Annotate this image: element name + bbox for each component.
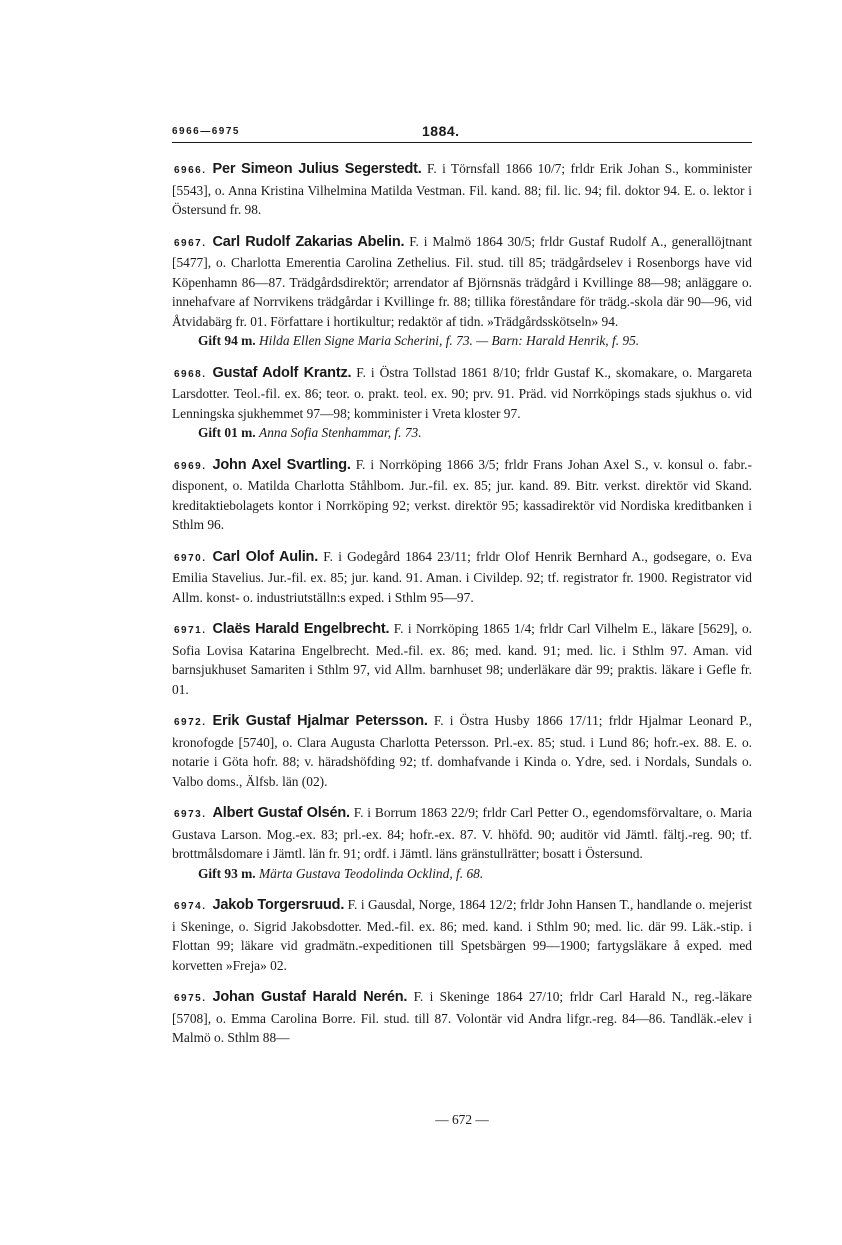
- person-name: Gustaf Adolf Krantz.: [212, 364, 352, 381]
- entry-number: 6968.: [174, 368, 207, 380]
- biography-text: F. i Törnsfall 1866 10/7; frldr Erik Johan S., komminister [5543], o. Anna Kristina Vilhelmina Matilda Vestman. Fil. kand. 88; fil. lic. 94; fil. doktor 94. E. o. lektor i Östersund fr. 98.: [172, 161, 752, 217]
- person-name: Per Simeon Julius Segerstedt.: [212, 161, 422, 177]
- biography-entry: [172, 455, 752, 535]
- entry-number: 6973.: [174, 809, 207, 820]
- marriage-details: Märta Gustava Teodolinda Ocklind, f. 68.: [259, 865, 484, 881]
- marriage-label: Gift 94 m.: [198, 333, 256, 348]
- marriage-label: Gift 01 m.: [198, 425, 256, 440]
- marriage-line: [172, 864, 752, 884]
- biography-entry: [172, 711, 752, 791]
- biography-text: F. i Borrum 1863 22/9; frldr Carl Petter O., egendomsförvaltare, o. Maria Gustava Larson. Mog.-ex. 83; prl.-ex. 84; hofr.-ex. 87. V. hhöfd. 90; auditör vid Jämtl. fältj.-reg. 90; tf. brottmålsdomare i Jämtl. län fr. 91; ordf. i Jämtl. läns gränstullrätter; bosatt i Östersund.: [172, 805, 752, 861]
- marriage-details: Anna Sofia Stenhammar, f. 73.: [259, 425, 422, 440]
- biography-entry: [172, 232, 752, 351]
- biography-entry: [172, 619, 752, 699]
- biography-entry: [172, 803, 752, 883]
- person-name: Claës Harald Engelbrecht.: [212, 621, 390, 637]
- biography-text: F. i Gausdal, Norge, 1864 12/2; frldr John Hansen T., handlande o. mejerist i Skeninge, o. Sigrid Jakobsdotter. Med.-fil. ex. 86; med. kand. i Sthlm 90; med. lic. där 99. Läk.-stip. i Flottan 99; läkare vid gradmätn.-expeditionen till Spetsbärgen 99—1900; fartygsläkare å exped. med korvetten »Freja» 02.: [172, 897, 752, 973]
- entry-number: 6969.: [174, 460, 207, 472]
- biography-text: F. i Östra Tollstad 1861 8/10; frldr Gustaf K., skomakare, o. Margareta Larsdotter. Teol.-fil. ex. 86; teor. o. prakt. teol. ex. 90; prv. 91. Präd. vid Norrköpings stads sjukhus o. vid Lenningska sjukhemmet 97—98; komminister i Vreta kloster 97.: [172, 364, 752, 421]
- person-name: Carl Olof Aulin.: [212, 548, 319, 565]
- person-name: Carl Rudolf Zakarias Abelin.: [212, 233, 405, 250]
- entry-number: 6967.: [174, 237, 207, 249]
- entry-number: 6972.: [174, 717, 207, 728]
- biography-text: F. i Malmö 1864 30/5; frldr Gustaf Rudolf A., generallöjtnant [5477], o. Charlotta Emerentia Carolina Zethelius. Fil. stud. till 85; trädgårdselev i Rosenborgs have vid Köpenhamn 86—87. Trädgårdsdirektör; arrendator af Björnsnäs trädgård i Kvillinge 88—98; anläggare o. innehafvare af Norrvikens trädgårdar i Kvillinge fr. 88; tillika föreståndare för trädg.-skola där 90—96, vid Åtvidabärg fr. 01. Författare i hortikultur; redaktör af tidn. »Trädgårdsskötseln» 94.: [172, 233, 752, 329]
- biography-text: F. i Godegård 1864 23/11; frldr Olof Henrik Bernhard A., godsegare, o. Eva Emilia Stavelius. Jur.-fil. ex. 85; jur. kand. 91. Aman. i Civildep. 92; tf. registrator fr. 1900. Registrator vid Allm. konst- o. industriutställn:s exped. i Sthlm 95—97.: [172, 548, 752, 605]
- entry-number: 6966.: [174, 165, 207, 176]
- biography-entry: [172, 987, 752, 1048]
- biography-entry: [172, 159, 752, 220]
- page-number: — 672 —: [435, 1112, 489, 1127]
- entry-number: 6974.: [174, 901, 207, 912]
- marriage-line: [172, 331, 752, 351]
- document-page: [172, 120, 752, 1060]
- biography-entry: [172, 547, 752, 608]
- biography-text: F. i Östra Husby 1866 17/11; frldr Hjalmar Leonard P., kronofogde [5740], o. Clara Augusta Charlotta Petersson. Prl.-ex. 85; stud. i Lund 86; hofr.-ex. 88. E. o. notarie i Göta hofr. 88; v. häradshöfding 92; tf. domhafvande i Kinda o. Ydre, sed. i Nordals, Sundals o. Valbo doms., Älfsb. län (02).: [172, 713, 753, 789]
- marriage-line: [172, 423, 752, 443]
- biography-text: F. i Norrköping 1865 1/4; frldr Carl Vilhelm E., läkare [5629], o. Sofia Lovisa Katarina Engelbrecht. Med.-fil. ex. 86; med. kand. 91; med. lic. i Sthlm 97. Aman. vid barnsjukhuset Samariten i Sthlm 97, vid Allm. barnhuset 98; underläkare där 99; praktis. läkare i Gefle fr. 01.: [172, 621, 753, 697]
- biography-text: F. i Skeninge 1864 27/10; frldr Carl Harald N., reg.-läkare [5708], o. Emma Carolina Borre. Fil. stud. till 87. Volontär vid Andra lifgr.-reg. 84—86. Tandläk.-elev i Malmö o. Sthlm 88—: [172, 989, 753, 1045]
- person-name: Albert Gustaf Olsén.: [212, 805, 350, 821]
- running-header: [172, 120, 752, 143]
- biography-entry: [172, 895, 752, 975]
- person-name: John Axel Svartling.: [212, 456, 351, 473]
- marriage-label: Gift 93 m.: [198, 865, 256, 881]
- person-name: Jakob Torgersruud.: [212, 897, 345, 913]
- entry-number: 6970.: [174, 552, 207, 564]
- entry-range: 6966—6975: [172, 126, 240, 137]
- biography-text: F. i Norrköping 1866 3/5; frldr Frans Johan Axel S., v. konsul o. fabr.-disponent, o. Matilda Charlotta Ståhlbom. Jur.-fil. ex. 85; jur. kand. 89. Bitr. verkst. direktör vid Skand. kreditaktiebolagets kontor i Norrköping 92; verkst. direktör 95; kassadirektör vid Nordiska kreditbanken i Sthlm 96.: [172, 456, 752, 532]
- entry-number: 6971.: [174, 625, 207, 636]
- person-name: Johan Gustaf Harald Nerén.: [212, 989, 408, 1005]
- entry-list: [172, 159, 752, 1048]
- matriculation-year: 1884.: [422, 123, 460, 139]
- marriage-details: Hilda Ellen Signe Maria Scherini, f. 73. — Barn: Harald Henrik, f. 95.: [259, 333, 640, 348]
- entry-number: 6975.: [174, 993, 207, 1004]
- biography-entry: [172, 363, 752, 443]
- person-name: Erik Gustaf Hjalmar Petersson.: [212, 713, 428, 729]
